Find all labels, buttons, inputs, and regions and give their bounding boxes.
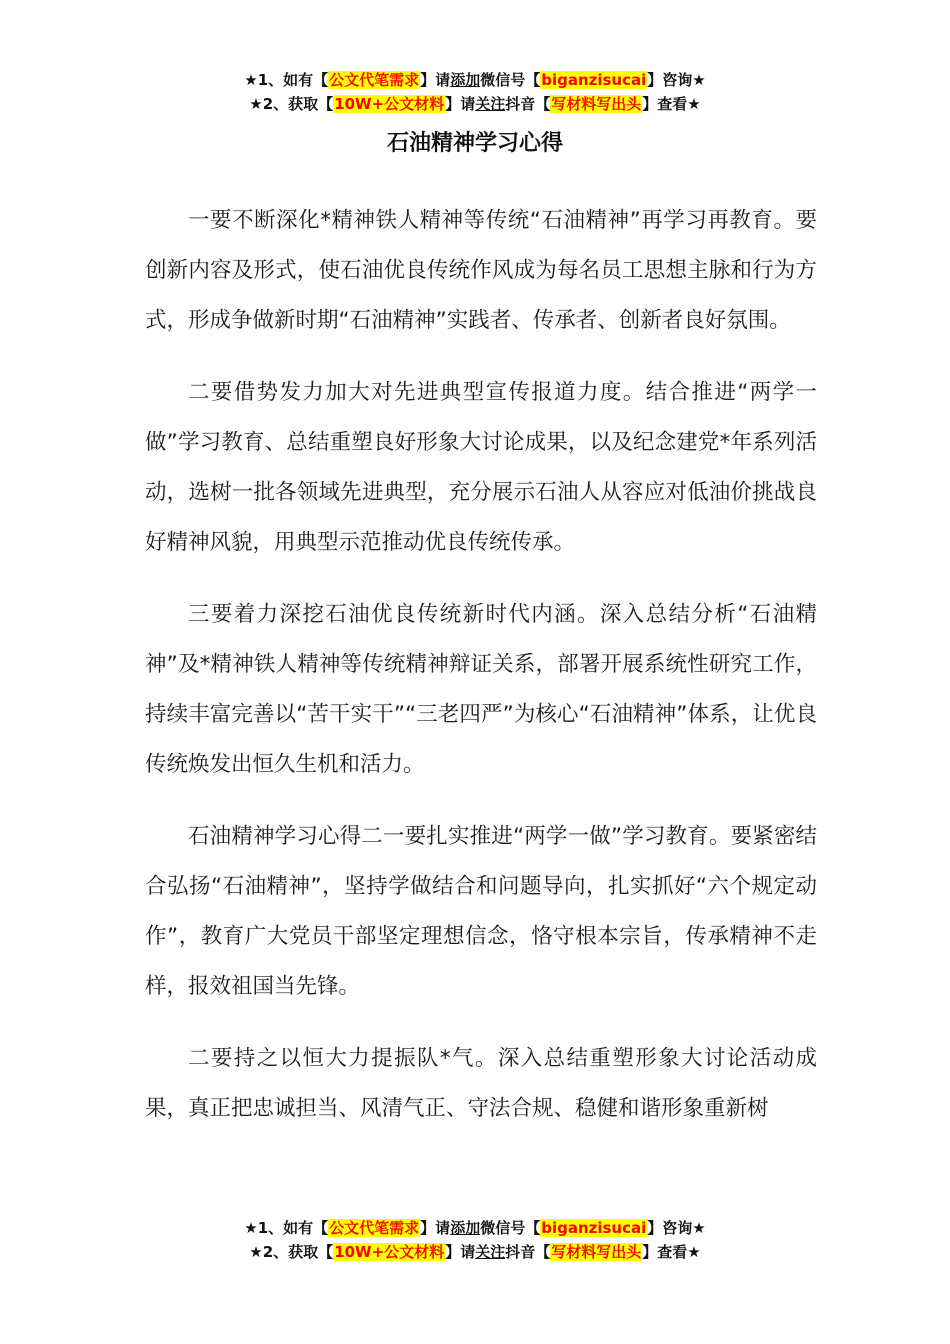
highlight-service: 公文代笔需求 (329, 71, 420, 89)
highlight-douyin-account: 写材料写出头 (551, 95, 642, 113)
document-body (145, 196, 817, 1156)
banner-line-2: ★2、获取【10W+公文材料】请关注抖音【写材料写出头】查看★ (249, 95, 701, 113)
paragraph: 二要借势发力加大对先进典型宣传报道力度。结合推进“两学一做”学习教育、总结重塑良好形象大讨论成果，以及纪念建党*年系列活动，选树一批各领域先进典型，充分展示石油人从容应对低油价挑战良好精神风貌，用典型示范推动优良传统传承。 (145, 380, 817, 555)
banner-line-1: ★1、如有【公文代笔需求】请添加微信号【biganzisucai】咨询★ (244, 1219, 706, 1237)
banner-line-2: ★2、获取【10W+公文材料】请关注抖音【写材料写出头】查看★ (249, 1243, 701, 1261)
paragraph: 一要不断深化*精神铁人精神等传统“石油精神”再学习再教育。要创新内容及形式，使石油优良传统作风成为每名员工思想主脉和行为方式，形成争做新时期“石油精神”实践者、传承者、创新者良好氛围。 (145, 208, 817, 333)
highlight-materials: 10W+公文材料 (334, 95, 445, 113)
paragraph: 三要着力深挖石油优良传统新时代内涵。深入总结分析“石油精神”及*精神铁人精神等传统精神辩证关系，部署开展系统性研究工作，持续丰富完善以“苦干实干”“三老四严”为核心“石油精神”体系，让优良传统焕发出恒久生机和活力。 (145, 602, 817, 777)
paragraph: 二要持之以恒大力提振队*气。深入总结重塑形象大讨论活动成果，真正把忠诚担当、风清气正、守法合规、稳健和谐形象重新树 (145, 1046, 817, 1121)
highlight-wechat-id: biganzisucai (541, 71, 647, 89)
paragraph: 石油精神学习心得二一要扎实推进“两学一做”学习教育。要紧密结合弘扬“石油精神”，坚持学做结合和问题导向，扎实抓好“六个规定动作”，教育广大党员干部坚定理想信念，恪守根本宗旨，传承精神不走样，报效祖国当先锋。 (145, 824, 817, 999)
footer-banner (0, 1216, 950, 1264)
highlight-wechat-id: biganzisucai (541, 1219, 647, 1237)
page-title: 石油精神学习心得 (386, 131, 563, 156)
highlight-douyin-account: 写材料写出头 (551, 1243, 642, 1261)
highlight-service: 公文代笔需求 (329, 1219, 420, 1237)
header-banner (0, 68, 950, 116)
banner-line-1: ★1、如有【公文代笔需求】请添加微信号【biganzisucai】咨询★ (244, 71, 706, 89)
highlight-materials: 10W+公文材料 (334, 1243, 445, 1261)
